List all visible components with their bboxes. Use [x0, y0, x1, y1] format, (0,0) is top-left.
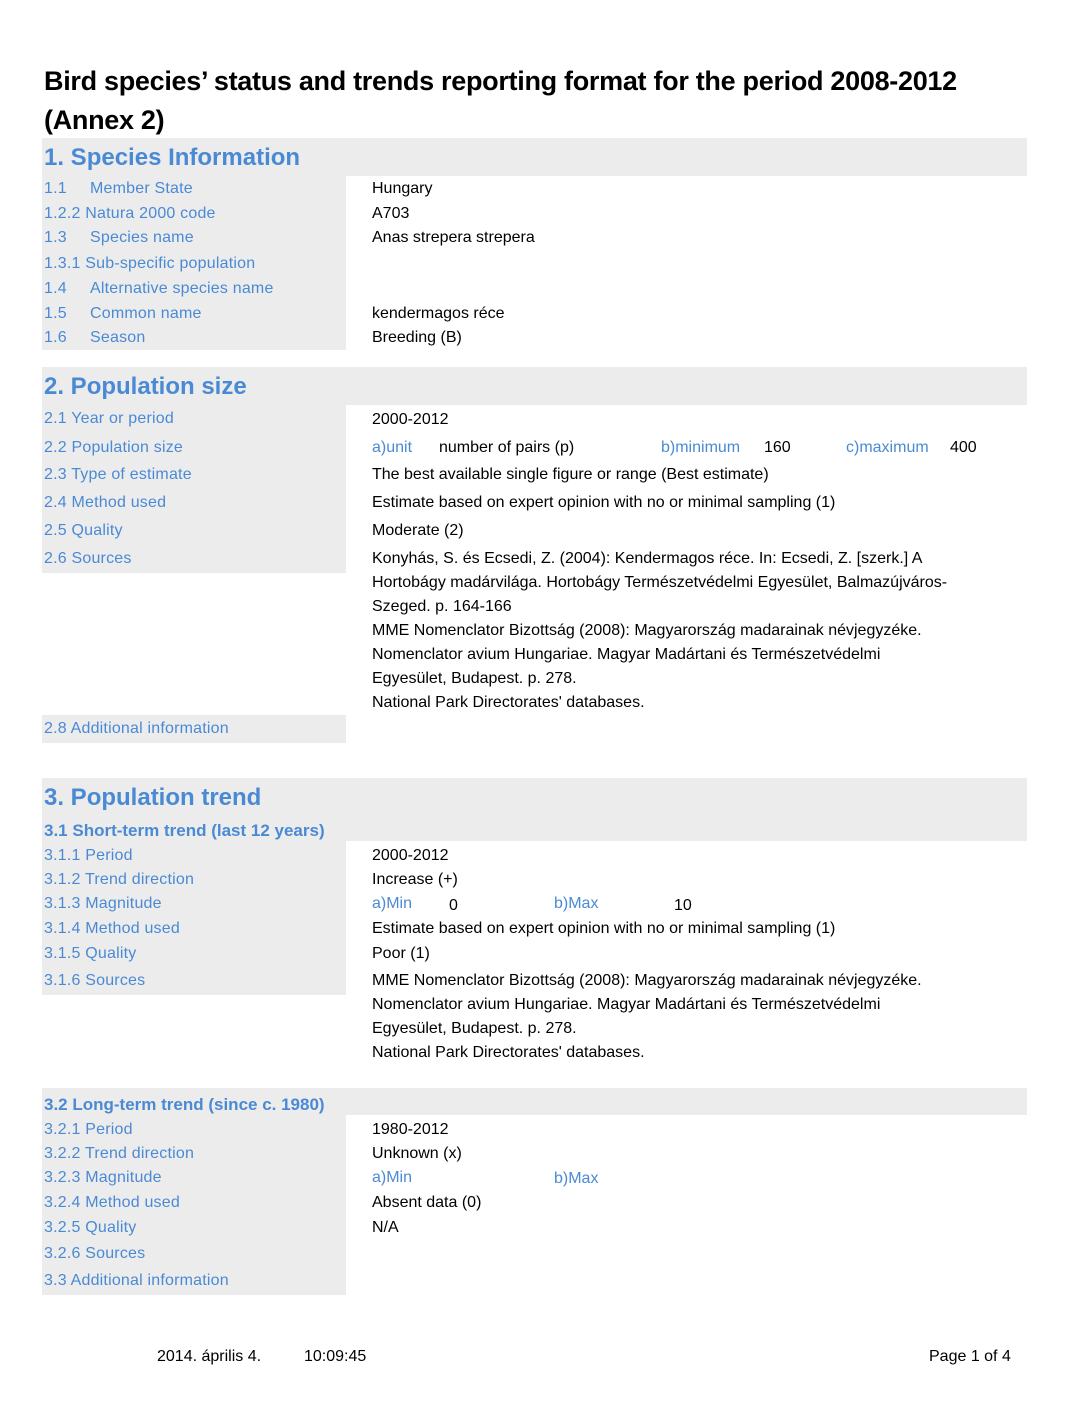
sources-label: 2.6 Sources [44, 550, 132, 567]
long-min-label: a)Min [372, 1169, 413, 1186]
short-quality-value: Poor (1) [372, 945, 430, 962]
species-row-label: 1.4 Alternative species name [44, 280, 274, 297]
maximum-value: 400 [950, 439, 977, 456]
long-direction-value: Unknown (x) [372, 1145, 462, 1162]
quality-label: 2.5 Quality [44, 522, 123, 539]
short-direction-label: 3.1.2 Trend direction [44, 871, 195, 888]
species-row-label: 1.3.1 Sub-specific population [44, 255, 256, 272]
short-min-label: a)Min [372, 895, 413, 912]
natura-code-value: A703 [372, 205, 410, 222]
long-direction-label: 3.2.2 Trend direction [44, 1145, 195, 1162]
page-number: Page 1 of 4 [929, 1348, 1011, 1365]
section-2-heading: 2. Population size [44, 373, 247, 400]
long-quality-label: 3.2.5 Quality [44, 1219, 137, 1236]
short-sources-label: 3.1.6 Sources [44, 972, 146, 989]
section-1-heading: 1. Species Information [44, 144, 301, 171]
footer-date: 2014. április 4. [157, 1348, 262, 1365]
type-of-estimate-label: 2.3 Type of estimate [44, 466, 192, 483]
unit-label: a)unit [372, 439, 413, 456]
short-period-value: 2000-2012 [372, 847, 449, 864]
maximum-label: c)maximum [846, 439, 929, 456]
document-title: Bird species’ status and trends reporting format for the period 2008-2012 (Annex 2) [44, 66, 957, 135]
section-3-heading: 3. Population trend [44, 784, 262, 811]
footer-time: 10:09:45 [304, 1348, 367, 1365]
short-method-label: 3.1.4 Method used [44, 920, 180, 937]
long-method-label: 3.2.4 Method used [44, 1194, 180, 1211]
type-of-estimate-value: The best available single figure or range (Best estimate) [372, 466, 769, 483]
season-value: Breeding (B) [372, 329, 462, 346]
unit-value: number of pairs (p) [439, 439, 575, 456]
long-method-value: Absent data (0) [372, 1194, 482, 1211]
long-term-heading: 3.2 Long-term trend (since c. 1980) [44, 1095, 325, 1114]
section-2-label-column [42, 405, 346, 573]
species-row-label: 1.1 Member State [44, 180, 193, 197]
additional-information-label: 2.8 Additional information [44, 720, 229, 737]
long-sources-label: 3.2.6 Sources [44, 1245, 146, 1262]
long-magnitude-label: 3.2.3 Magnitude [44, 1169, 162, 1186]
method-used-label: 2.4 Method used [44, 494, 167, 511]
year-period-label: 2.1 Year or period [44, 410, 174, 427]
short-quality-label: 3.1.5 Quality [44, 945, 137, 962]
short-max-label: b)Max [554, 895, 599, 912]
method-used-value: Estimate based on expert opinion with no or minimal sampling (1) [372, 494, 836, 511]
long-period-label: 3.2.1 Period [44, 1121, 133, 1138]
year-period-value: 2000-2012 [372, 411, 449, 428]
quality-value: Moderate (2) [372, 522, 464, 539]
short-term-heading: 3.1 Short-term trend (last 12 years) [44, 821, 325, 840]
species-row-label: 1.5 Common name [44, 305, 202, 322]
minimum-label: b)minimum [661, 439, 741, 456]
population-size-label: 2.2 Population size [44, 439, 184, 456]
short-period-label: 3.1.1 Period [44, 847, 133, 864]
species-row-label: 1.2.2 Natura 2000 code [44, 205, 216, 222]
short-max-value: 10 [674, 897, 692, 914]
short-magnitude-label: 3.1.3 Magnitude [44, 895, 162, 912]
member-state-value: Hungary [372, 180, 433, 197]
species-row-label: 1.6 Season [44, 329, 146, 346]
long-quality-value: N/A [372, 1219, 399, 1236]
trend-additional-information-label: 3.3 Additional information [44, 1272, 229, 1289]
short-direction-value: Increase (+) [372, 871, 458, 888]
species-name-value: Anas strepera strepera [372, 229, 535, 246]
species-row-label: 1.3 Species name [44, 229, 194, 246]
common-name-value: kendermagos réce [372, 305, 505, 322]
sources-text: Konyhás, S. és Ecsedi, Z. (2004): Kendermagos réce. In: Ecsedi, Z. [szerk.] A Hortobágy madárvilága. Hortobágy Természetvédelmi Egyesület, Balmazújváros- Szeged. p. 164-166 MME Nomenclator Bizottság (2008): Magyarország madarainak névjegyzéke. Nomenclator avium Hungariae. Magyar Madártani és Természetvédelmi Egyesület, Budapest. p. 278. National Park Directorates' databases. [372, 550, 948, 711]
short-min-value: 0 [449, 897, 458, 914]
short-sources-text: MME Nomenclator Bizottság (2008): Magyarország madarainak névjegyzéke. Nomenclator avium Hungariae. Magyar Madártani és Természetvédelmi Egyesület, Budapest. p. 278. National Park Directorates' databases. [372, 972, 922, 1061]
short-method-value: Estimate based on expert opinion with no or minimal sampling (1) [372, 920, 836, 937]
long-period-value: 1980-2012 [372, 1121, 449, 1138]
minimum-value: 160 [764, 439, 791, 456]
long-max-label: b)Max [554, 1170, 599, 1187]
